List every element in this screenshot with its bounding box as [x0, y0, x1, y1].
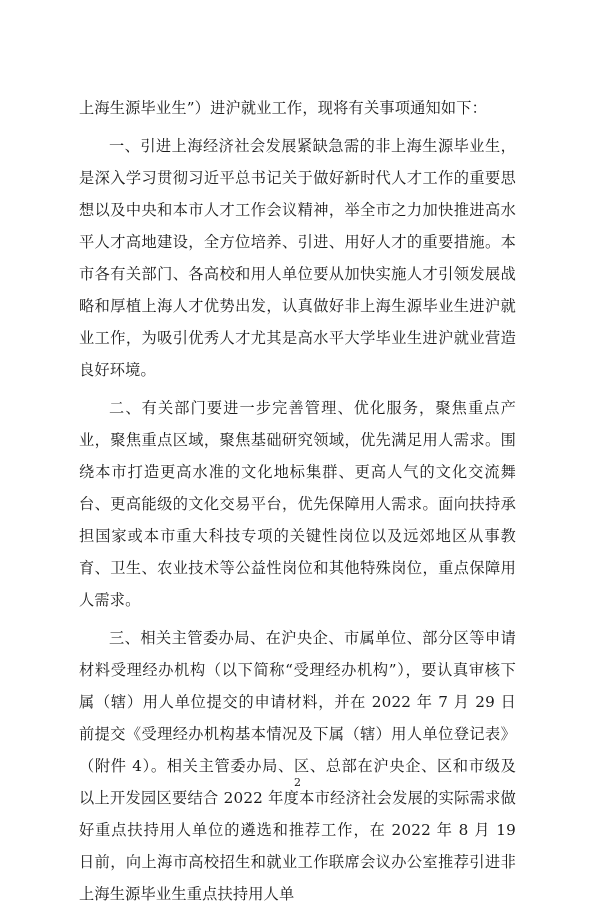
- page-number: 2: [294, 776, 301, 789]
- paragraph-continuation: 上海生源毕业生”）进沪就业工作，现将有关事项通知如下：: [79, 99, 488, 117]
- paragraph-item-3: 三、相关主管委办局、在沪央企、市属单位、部分区等申请材料受理经办机构（以下简称“受理经办机构”），要认真审核下属（辖）用人单位提交的申请材料，并在 2022 年 7 月 29 日前提交《受理经办机构基本情况及下属（辖）用人单位登记表》（附件 4）。相关主管委办局、区、总部在沪央企、区和市级及以上开发园区要结合 2022 年度本市经济社会发展的实际需求做好重点扶持用人单位的遴选和推荐工作，在 2022 年 8 月 19 日前，向上海市高校招生和就业工作联席会议办公室推荐引进非上海生源毕业生重点扶持用人单: [79, 629, 516, 903]
- paragraph-item-2: 二、有关部门要进一步完善管理、优化服务，聚焦重点产业，聚焦重点区域，聚焦基础研究领域，优先满足用人需求。围绕本市打造更高水准的文化地标集群、更高人气的文化交流舞台、更高能级的文化交易平台，优先保障用人需求。面向扶持承担国家或本市重大科技专项的关键性岗位以及远郊地区从事教育、卫生、农业技术等公益性岗位和其他特殊岗位，重点保障用人需求。: [79, 399, 516, 609]
- paragraph-item-1: 一、引进上海经济社会发展紧缺急需的非上海生源毕业生，是深入学习贯彻习近平总书记关于做好新时代人才工作的重要思想以及中央和本市人才工作会议精神，举全市之力加快推进高水平人才高地建设，全方位培养、引进、用好人才的重要措施。本市各有关部门、各高校和用人单位要从加快实施人才引领发展战略和厚植上海人才优势出发，认真做好非上海生源毕业生进沪就业工作，为吸引优秀人才尤其是高水平大学毕业生进沪就业营造良好环境。: [79, 137, 516, 379]
